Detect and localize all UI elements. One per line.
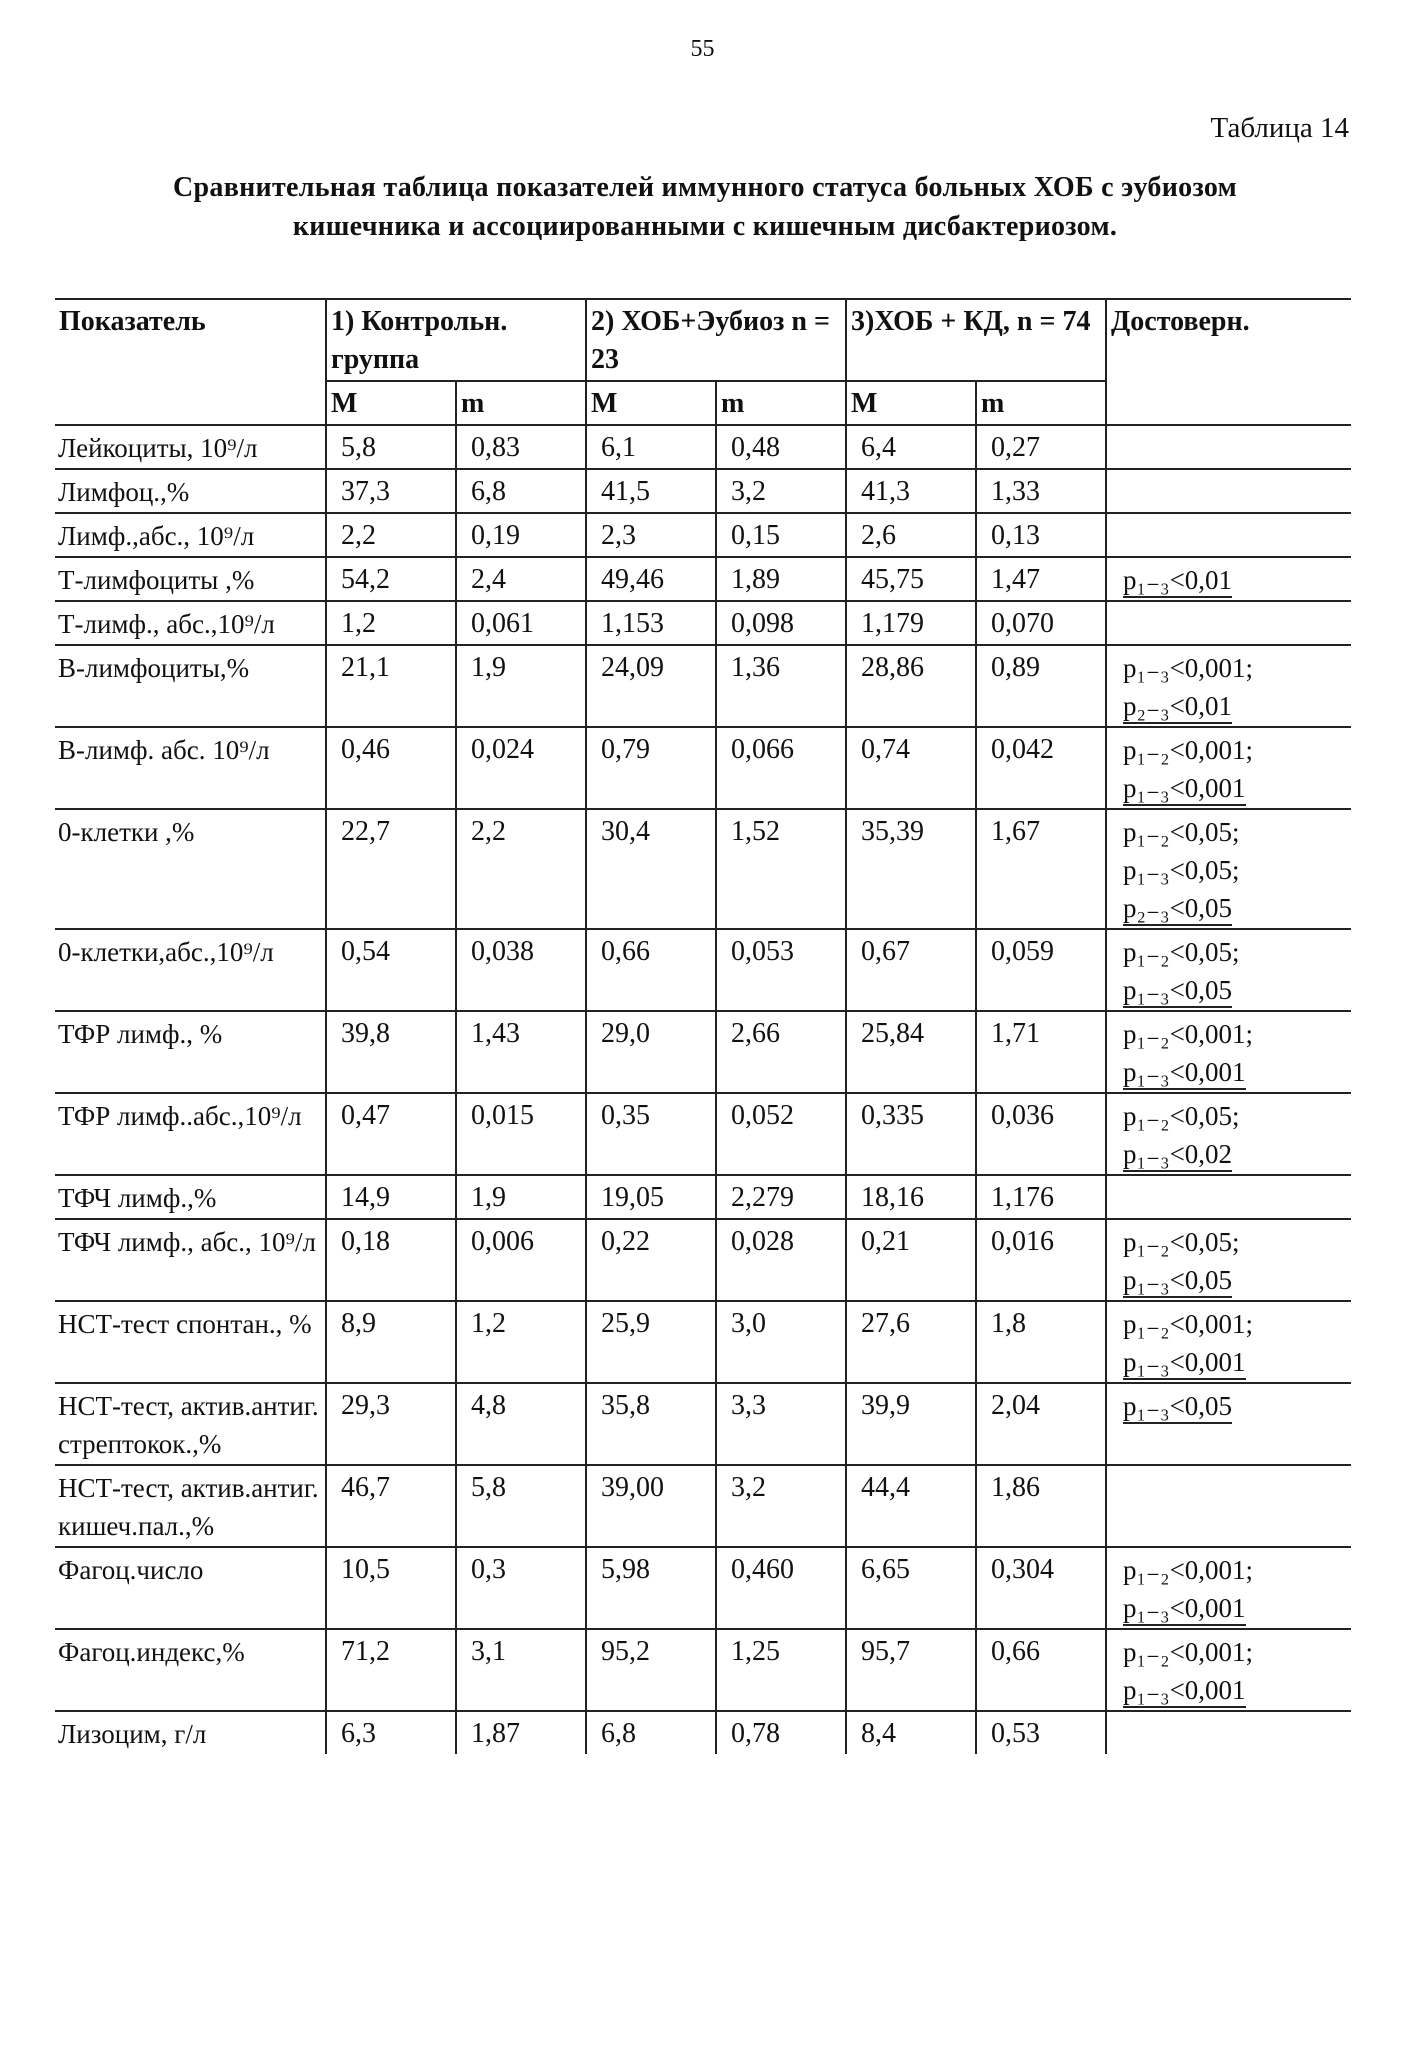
error-value-1: 0,3 <box>456 1547 586 1629</box>
mean-value-3: 44,4 <box>846 1465 976 1547</box>
p-value-text: p₁₋₂<0,001; <box>1123 1019 1254 1049</box>
p-value-text: p₁₋₂<0,001; <box>1123 1637 1254 1667</box>
significance-cell <box>1106 425 1351 469</box>
significance-cell <box>1106 557 1351 601</box>
error-value-2: 1,52 <box>716 809 846 929</box>
error-value-2: 2,279 <box>716 1175 846 1219</box>
table-row <box>55 1093 1351 1175</box>
table-body <box>55 425 1351 1754</box>
p-value <box>1123 1261 1347 1299</box>
p-value-text: p₁₋₃<0,05 <box>1123 1265 1232 1298</box>
header-error-2: m <box>716 381 846 425</box>
mean-value-3: 39,9 <box>846 1383 976 1465</box>
mean-value-3: 8,4 <box>846 1711 976 1754</box>
title-line-2: кишечника и ассоциированными с кишечным дисбактериозом. <box>292 211 1118 242</box>
error-value-2: 0,460 <box>716 1547 846 1629</box>
mean-value-3: 28,86 <box>846 645 976 727</box>
significance-cell <box>1106 469 1351 513</box>
p-value <box>1123 1589 1347 1627</box>
mean-value-2: 95,2 <box>586 1629 716 1711</box>
significance-cell <box>1106 1219 1351 1301</box>
significance-cell <box>1106 727 1351 809</box>
error-value-3: 0,042 <box>976 727 1106 809</box>
error-value-3: 1,71 <box>976 1011 1106 1093</box>
table-row <box>55 929 1351 1011</box>
indicator-name: 0-клетки ,% <box>55 809 326 929</box>
error-value-2: 0,066 <box>716 727 846 809</box>
header-error-3: m <box>976 381 1106 425</box>
mean-value-2: 19,05 <box>586 1175 716 1219</box>
p-value <box>1123 687 1347 725</box>
mean-value-1: 0,46 <box>326 727 456 809</box>
error-value-3: 1,8 <box>976 1301 1106 1383</box>
mean-value-2: 35,8 <box>586 1383 716 1465</box>
error-value-2: 1,89 <box>716 557 846 601</box>
p-value-text: p₂₋₃<0,05 <box>1123 893 1232 926</box>
mean-value-3: 0,21 <box>846 1219 976 1301</box>
error-value-2: 0,15 <box>716 513 846 557</box>
mean-value-3: 45,75 <box>846 557 976 601</box>
error-value-3: 0,016 <box>976 1219 1106 1301</box>
error-value-2: 3,3 <box>716 1383 846 1465</box>
p-value <box>1123 769 1347 807</box>
p-value-text: p₁₋₃<0,05 <box>1123 975 1232 1008</box>
mean-value-2: 39,00 <box>586 1465 716 1547</box>
error-value-2: 3,2 <box>716 469 846 513</box>
indicator-name: НСТ-тест спонтан., % <box>55 1301 326 1383</box>
mean-value-1: 21,1 <box>326 645 456 727</box>
p-value-text: p₁₋₃<0,001 <box>1123 773 1246 806</box>
mean-value-3: 41,3 <box>846 469 976 513</box>
indicator-name: ТФЧ лимф.,% <box>55 1175 326 1219</box>
p-value-text: p₁₋₂<0,05; <box>1123 817 1240 847</box>
mean-value-1: 8,9 <box>326 1301 456 1383</box>
p-value-text: p₁₋₃<0,01 <box>1123 565 1232 598</box>
mean-value-2: 49,46 <box>586 557 716 601</box>
error-value-1: 0,038 <box>456 929 586 1011</box>
p-value <box>1123 731 1347 769</box>
indicator-name: Т-лимфоциты ,% <box>55 557 326 601</box>
error-value-2: 3,2 <box>716 1465 846 1547</box>
error-value-2: 0,78 <box>716 1711 846 1754</box>
table-title <box>60 168 1350 246</box>
indicator-name: Лизоцим, г/л <box>58 1719 207 1749</box>
mean-value-2: 6,1 <box>586 425 716 469</box>
mean-value-2: 25,9 <box>586 1301 716 1383</box>
mean-value-1: 1,2 <box>326 601 456 645</box>
mean-value-3: 0,74 <box>846 727 976 809</box>
significance-cell <box>1106 1629 1351 1711</box>
mean-value-1: 2,2 <box>326 513 456 557</box>
mean-value-1: 29,3 <box>326 1383 456 1465</box>
mean-value-1: 0,54 <box>326 929 456 1011</box>
error-value-3: 0,27 <box>976 425 1106 469</box>
p-value <box>1123 813 1347 851</box>
indicator-name: ТФР лимф., % <box>55 1011 326 1093</box>
indicator-name: ТФЧ лимф., абс., 10⁹/л <box>55 1219 326 1301</box>
p-value <box>1123 1633 1347 1671</box>
p-value-text: p₁₋₂<0,05; <box>1123 1227 1240 1257</box>
header-group-dysbacteriosis: 3)ХОБ + КД, n = 74 <box>846 299 1106 381</box>
table-row <box>55 809 1351 929</box>
table-row <box>55 727 1351 809</box>
p-value <box>1123 1305 1347 1343</box>
table-row <box>55 1011 1351 1093</box>
mean-value-2: 0,79 <box>586 727 716 809</box>
mean-value-3: 6,4 <box>846 425 976 469</box>
mean-value-3: 35,39 <box>846 809 976 929</box>
mean-value-3: 27,6 <box>846 1301 976 1383</box>
immune-status-table <box>55 298 1351 1754</box>
error-value-3: 0,304 <box>976 1547 1106 1629</box>
mean-value-1: 37,3 <box>326 469 456 513</box>
p-value <box>1123 1551 1347 1589</box>
page-number: 55 <box>690 36 715 62</box>
p-value-text: p₂₋₃<0,01 <box>1123 691 1232 724</box>
mean-value-2: 0,66 <box>586 929 716 1011</box>
mean-value-1: 0,18 <box>326 1219 456 1301</box>
mean-value-3: 0,335 <box>846 1093 976 1175</box>
error-value-3: 2,04 <box>976 1383 1106 1465</box>
table-row <box>55 557 1351 601</box>
error-value-1: 0,006 <box>456 1219 586 1301</box>
indicator-name: Лимфоц.,% <box>55 469 326 513</box>
error-value-1: 4,8 <box>456 1383 586 1465</box>
header-group-control: 1) Контрольн. группа <box>326 299 586 381</box>
mean-value-1: 5,8 <box>326 425 456 469</box>
table-row <box>55 1383 1351 1465</box>
indicator-name: В-лимфоциты,% <box>55 645 326 727</box>
p-value <box>1123 1053 1347 1091</box>
table-row <box>55 469 1351 513</box>
error-value-3: 0,059 <box>976 929 1106 1011</box>
mean-value-2: 1,153 <box>586 601 716 645</box>
mean-value-1: 22,7 <box>326 809 456 929</box>
error-value-2: 0,48 <box>716 425 846 469</box>
mean-value-1: 10,5 <box>326 1547 456 1629</box>
error-value-1: 1,2 <box>456 1301 586 1383</box>
significance-cell <box>1106 1011 1351 1093</box>
p-value <box>1123 971 1347 1009</box>
mean-value-2: 0,35 <box>586 1093 716 1175</box>
p-value-text: p₁₋₃<0,05 <box>1123 1391 1232 1424</box>
error-value-2: 3,0 <box>716 1301 846 1383</box>
table-row <box>55 1219 1351 1301</box>
mean-value-2: 41,5 <box>586 469 716 513</box>
mean-value-2: 24,09 <box>586 645 716 727</box>
p-value <box>1123 561 1347 599</box>
mean-value-3: 2,6 <box>846 513 976 557</box>
table-row <box>55 645 1351 727</box>
p-value <box>1123 649 1347 687</box>
error-value-1: 2,2 <box>456 809 586 929</box>
indicator-name: В-лимф. абс. 10⁹/л <box>55 727 326 809</box>
indicator-name: НСТ-тест, актив.антиг. стрептокок.,% <box>55 1383 326 1465</box>
table-row <box>55 1629 1351 1711</box>
error-value-1: 1,43 <box>456 1011 586 1093</box>
mean-value-2: 6,8 <box>586 1711 716 1754</box>
significance-cell <box>1106 1093 1351 1175</box>
mean-value-1: 14,9 <box>326 1175 456 1219</box>
mean-value-1: 71,2 <box>326 1629 456 1711</box>
error-value-1: 1,9 <box>456 645 586 727</box>
mean-value-1: 39,8 <box>326 1011 456 1093</box>
indicator-name: 0-клетки,абс.,10⁹/л <box>55 929 326 1011</box>
mean-value-3: 18,16 <box>846 1175 976 1219</box>
p-value <box>1123 889 1347 927</box>
indicator-name: Т-лимф., абс.,10⁹/л <box>55 601 326 645</box>
title-line-1: Сравнительная таблица показателей иммунного статуса больных ХОБ с эубиозом <box>173 172 1237 203</box>
error-value-1: 0,83 <box>456 425 586 469</box>
significance-cell <box>1106 1465 1351 1547</box>
error-value-3: 0,53 <box>976 1711 1106 1754</box>
table-row <box>55 1465 1351 1547</box>
p-value-text: p₁₋₂<0,05; <box>1123 1101 1240 1131</box>
table-row <box>55 425 1351 469</box>
error-value-2: 2,66 <box>716 1011 846 1093</box>
significance-cell <box>1106 1711 1351 1754</box>
p-value-text: p₁₋₂<0,001; <box>1123 1555 1254 1585</box>
p-value <box>1123 1135 1347 1173</box>
error-value-1: 5,8 <box>456 1465 586 1547</box>
significance-cell <box>1106 929 1351 1011</box>
error-value-1: 0,061 <box>456 601 586 645</box>
mean-value-1: 54,2 <box>326 557 456 601</box>
p-value <box>1123 1015 1347 1053</box>
significance-cell <box>1106 645 1351 727</box>
header-error-1: m <box>456 381 586 425</box>
mean-value-2: 2,3 <box>586 513 716 557</box>
significance-cell <box>1106 601 1351 645</box>
error-value-3: 0,89 <box>976 645 1106 727</box>
indicator-name: Лейкоциты, 10⁹/л <box>55 425 326 469</box>
p-value <box>1123 1671 1347 1709</box>
indicator-name: Фагоц.число <box>55 1547 326 1629</box>
p-value <box>1123 851 1347 889</box>
indicator-name: НСТ-тест, актив.антиг. кишеч.пал.,% <box>55 1465 326 1547</box>
mean-value-1: 46,7 <box>326 1465 456 1547</box>
significance-cell <box>1106 1547 1351 1629</box>
error-value-3: 0,036 <box>976 1093 1106 1175</box>
error-value-3: 1,33 <box>976 469 1106 513</box>
mean-value-3: 25,84 <box>846 1011 976 1093</box>
error-value-1: 0,19 <box>456 513 586 557</box>
p-value-text: p₁₋₃<0,05; <box>1123 855 1240 885</box>
table-row <box>55 601 1351 645</box>
header-significance: Достоверн. <box>1106 299 1351 425</box>
mean-value-1: 6,3 <box>326 1711 456 1754</box>
error-value-1: 2,4 <box>456 557 586 601</box>
mean-value-2: 5,98 <box>586 1547 716 1629</box>
table-row <box>55 513 1351 557</box>
p-value-text: p₁₋₃<0,001 <box>1123 1593 1246 1626</box>
header-mean-3: M <box>846 381 976 425</box>
error-value-3: 1,176 <box>976 1175 1106 1219</box>
p-value <box>1123 1343 1347 1381</box>
error-value-1: 1,87 <box>456 1711 586 1754</box>
mean-value-3: 95,7 <box>846 1629 976 1711</box>
p-value-text: p₁₋₂<0,001; <box>1123 735 1254 765</box>
table-row <box>55 1175 1351 1219</box>
error-value-3: 0,13 <box>976 513 1106 557</box>
p-value-text: p₁₋₂<0,001; <box>1123 1309 1254 1339</box>
p-value <box>1123 1097 1347 1135</box>
error-value-3: 0,66 <box>976 1629 1106 1711</box>
error-value-3: 1,47 <box>976 557 1106 601</box>
p-value-text: p₁₋₃<0,001 <box>1123 1347 1246 1380</box>
error-value-1: 6,8 <box>456 469 586 513</box>
significance-cell <box>1106 513 1351 557</box>
error-value-1: 0,015 <box>456 1093 586 1175</box>
error-value-2: 1,36 <box>716 645 846 727</box>
error-value-2: 0,098 <box>716 601 846 645</box>
error-value-3: 1,67 <box>976 809 1106 929</box>
table-label: Таблица 14 <box>1210 112 1349 144</box>
p-value-text: p₁₋₂<0,05; <box>1123 937 1240 967</box>
header-mean-2: M <box>586 381 716 425</box>
significance-cell <box>1106 1175 1351 1219</box>
error-value-1: 0,024 <box>456 727 586 809</box>
indicator-name: Лимф.,абс., 10⁹/л <box>55 513 326 557</box>
indicator-name: Фагоц.индекс,% <box>55 1629 326 1711</box>
error-value-1: 1,9 <box>456 1175 586 1219</box>
p-value <box>1123 1387 1347 1425</box>
table-row <box>55 1711 1351 1754</box>
table-row <box>55 1301 1351 1383</box>
mean-value-2: 0,22 <box>586 1219 716 1301</box>
mean-value-2: 29,0 <box>586 1011 716 1093</box>
error-value-3: 1,86 <box>976 1465 1106 1547</box>
header-indicator: Показатель <box>55 299 326 425</box>
p-value <box>1123 933 1347 971</box>
p-value-text: p₁₋₃<0,001 <box>1123 1675 1246 1708</box>
mean-value-3: 0,67 <box>846 929 976 1011</box>
p-value-text: p₁₋₃<0,02 <box>1123 1139 1232 1172</box>
header-group-eubiosis: 2) ХОБ+Эубиоз n = 23 <box>586 299 846 381</box>
p-value-text: p₁₋₃<0,001 <box>1123 1057 1246 1090</box>
error-value-2: 0,028 <box>716 1219 846 1301</box>
mean-value-1: 0,47 <box>326 1093 456 1175</box>
significance-cell <box>1106 809 1351 929</box>
mean-value-3: 6,65 <box>846 1547 976 1629</box>
mean-value-3: 1,179 <box>846 601 976 645</box>
significance-cell <box>1106 1301 1351 1383</box>
error-value-2: 0,053 <box>716 929 846 1011</box>
error-value-3: 0,070 <box>976 601 1106 645</box>
error-value-2: 1,25 <box>716 1629 846 1711</box>
table-row <box>55 1547 1351 1629</box>
mean-value-2: 30,4 <box>586 809 716 929</box>
p-value-text: p₁₋₃<0,001; <box>1123 653 1254 683</box>
indicator-name: ТФР лимф..абс.,10⁹/л <box>55 1093 326 1175</box>
error-value-2: 0,052 <box>716 1093 846 1175</box>
significance-cell <box>1106 1383 1351 1465</box>
header-mean-1: M <box>326 381 456 425</box>
error-value-1: 3,1 <box>456 1629 586 1711</box>
p-value <box>1123 1223 1347 1261</box>
